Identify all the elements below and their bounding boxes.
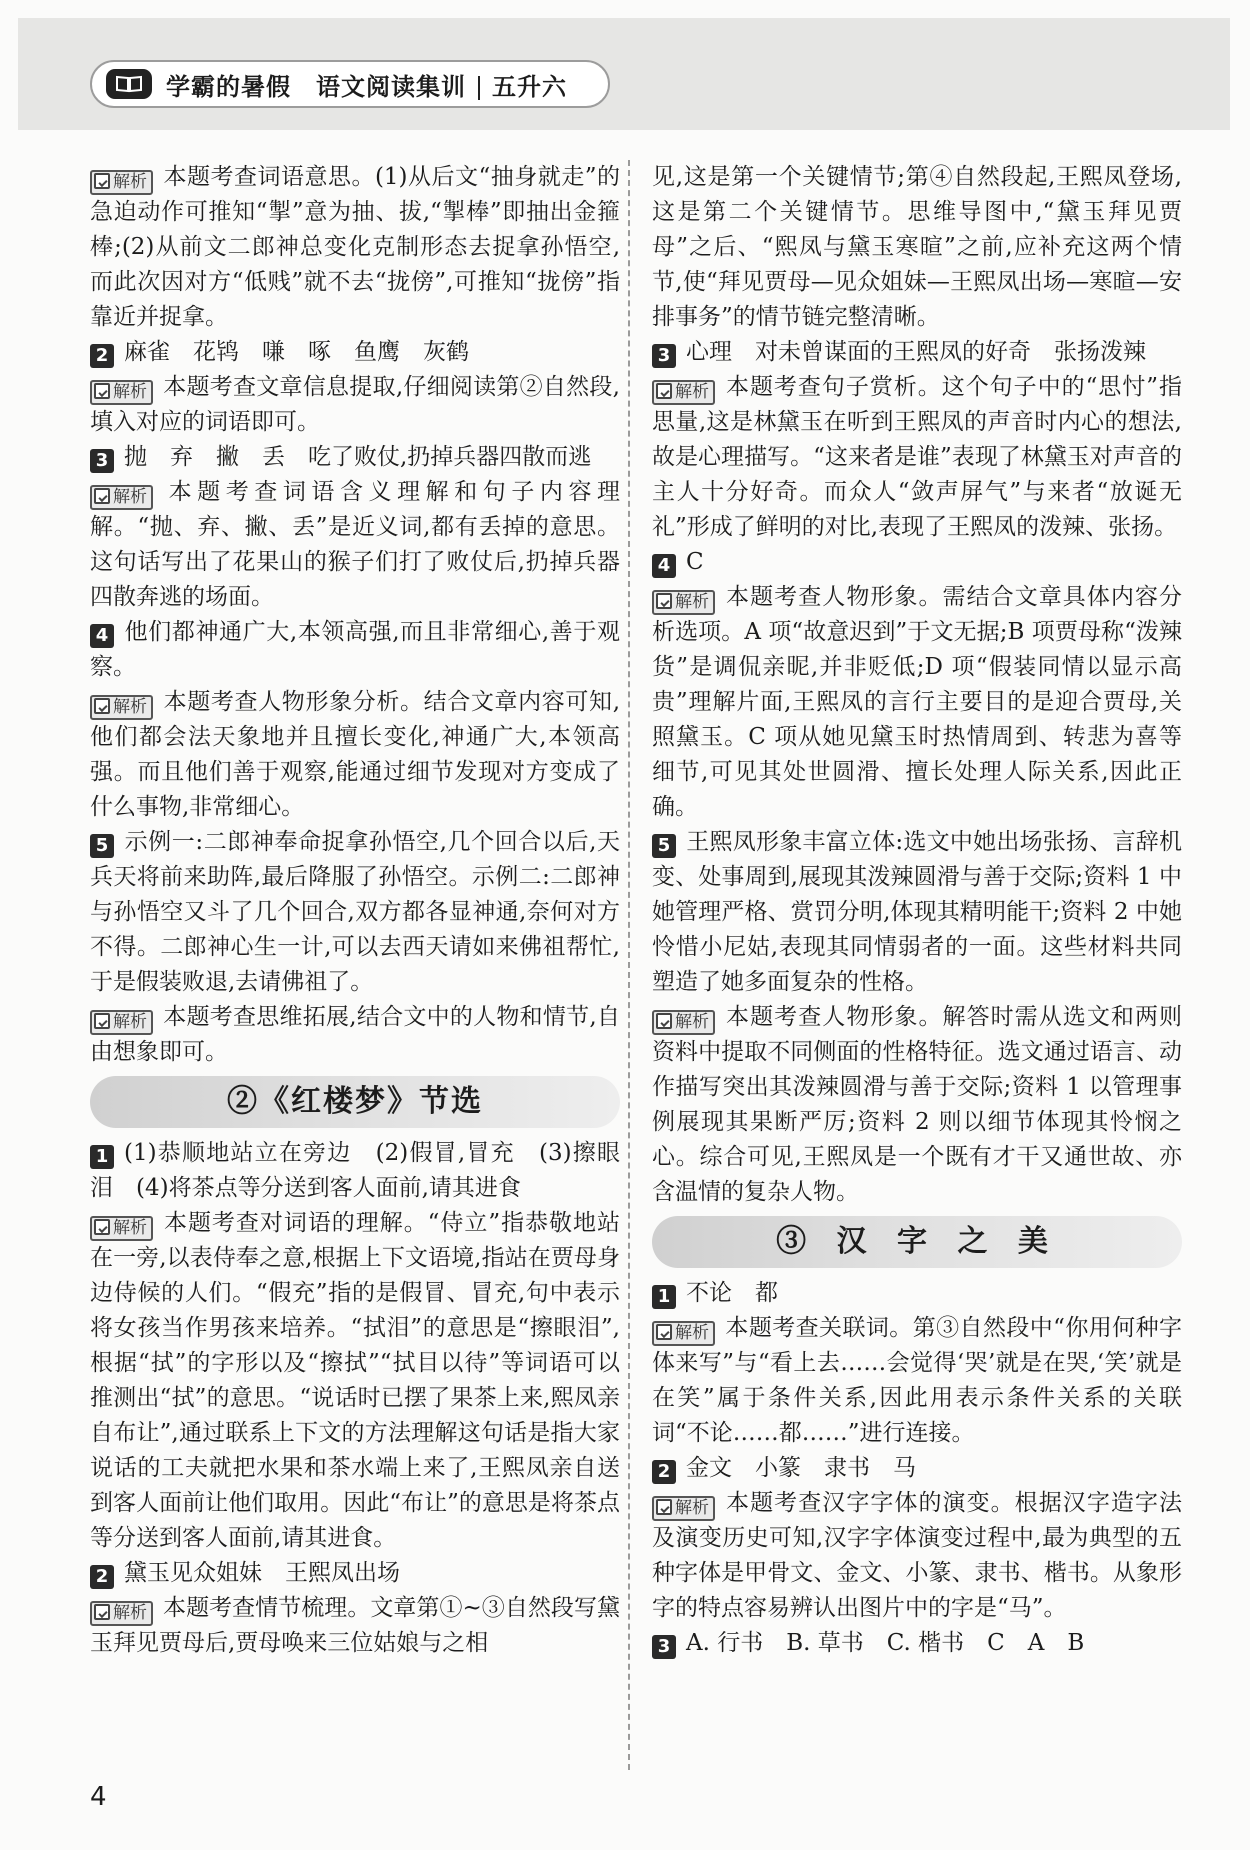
item-text: 见,这是第一个关键情节;第④自然段起,王熙凤登场,这是第二个关键情节。思维导图中,“黛玉拜见贾母”之后、“熙凤与黛玉寒暄”之前,应补充这两个情节,使“拜见贾母—见众姐妹—王熙凤出场—寒暄—安排事务”的情节链完整清晰。 (652, 164, 1182, 330)
analysis-tag-label: 解析 (113, 487, 147, 507)
analysis-tag (90, 170, 153, 195)
analysis-item (90, 1000, 620, 1070)
question-number: 2 (90, 1565, 114, 1589)
section-title: ③ 汉 字 之 美 (652, 1216, 1182, 1268)
answer-item (652, 825, 1182, 1000)
question-number: 2 (652, 1460, 676, 1484)
analysis-tag-label: 解析 (113, 1603, 147, 1623)
answer-item (90, 335, 620, 370)
analysis-icon (656, 383, 672, 399)
left-column (90, 160, 620, 1661)
analysis-item (652, 580, 1182, 825)
analysis-tag-label: 解析 (675, 1323, 709, 1343)
analysis-tag (90, 1601, 153, 1626)
analysis-tag-label: 解析 (675, 1498, 709, 1518)
question-number: 1 (652, 1285, 676, 1309)
grade-label: 五升六 (492, 72, 567, 101)
analysis-tag (90, 1216, 153, 1241)
item-text: 本题考查思维拓展,结合文中的人物和情节,自由想象即可。 (90, 1004, 620, 1065)
item-text: 本题考查文章信息提取,仔细阅读第②自然段,填入对应的词语即可。 (90, 374, 620, 435)
header-bar (90, 60, 610, 108)
item-text: 本题考查词语含义理解和句子内容理解。“抛、弃、撇、丢”是近义词,都有丢掉的意思。这句话写出了花果山的猴子们打了败仗后,扔掉兵器四散奔逃的场面。 (90, 479, 620, 610)
item-text: A. 行书 B. 草书 C. 楷书 C A B (686, 1630, 1085, 1656)
answer-item (90, 615, 620, 685)
analysis-tag-label: 解析 (675, 382, 709, 402)
answer-item (90, 440, 620, 475)
answer-item (90, 1556, 620, 1591)
analysis-tag-label: 解析 (113, 382, 147, 402)
analysis-icon (656, 1324, 672, 1340)
item-text: 他们都神通广大,本领高强,而且非常细心,善于观察。 (90, 619, 620, 680)
item-text: 本题考查情节梳理。文章第①~③自然段写黛玉拜见贾母后,贾母唤来三位姑娘与之相 (90, 1595, 620, 1656)
analysis-tag-label: 解析 (113, 1012, 147, 1032)
question-number: 5 (90, 834, 114, 858)
analysis-tag-label: 解析 (113, 1218, 147, 1238)
answer-item (652, 335, 1182, 370)
header-title (166, 67, 567, 102)
analysis-item (652, 1486, 1182, 1626)
analysis-icon (94, 1604, 110, 1620)
item-text: 黛玉见众姐妹 王熙凤出场 (124, 1560, 400, 1586)
analysis-icon (94, 488, 110, 504)
question-number: 5 (652, 834, 676, 858)
item-text: 本题考查词语意思。(1)从后文“抽身就走”的急迫动作可推知“掣”意为抽、拔,“掣棒”即抽出金箍棒;(2)从前文二郎神总变化克制形态去捉拿孙悟空,而此次因对方“低贱”就不去“拢傍”,可推知“拢傍”指靠近并捉拿。 (90, 164, 620, 330)
analysis-item (90, 370, 620, 440)
item-text: 抛 弃 撇 丢 吃了败仗,扔掉兵器四散而逃 (124, 444, 592, 470)
right-column (652, 160, 1182, 1661)
item-text: 王熙凤形象丰富立体:选文中她出场张扬、言辞机变、处事周到,展现其泼辣圆滑与善于交际;资料 1 中她管理严格、赏罚分明,体现其精明能干;资料 2 中她怜惜小尼姑,表现其同情弱者的一面。这些材料共同塑造了她多面复杂的性格。 (652, 829, 1182, 995)
analysis-tag (90, 380, 153, 405)
column-divider (628, 160, 630, 1770)
answer-item (90, 1136, 620, 1206)
analysis-icon (656, 593, 672, 609)
analysis-item (652, 370, 1182, 545)
analysis-icon (94, 1219, 110, 1235)
analysis-icon (656, 1499, 672, 1515)
question-number: 3 (90, 449, 114, 473)
question-number: 4 (652, 554, 676, 578)
text-item (652, 160, 1182, 335)
analysis-icon (94, 173, 110, 189)
section-title: ②《红楼梦》节选 (90, 1076, 620, 1128)
answer-item (652, 545, 1182, 580)
analysis-tag (90, 695, 153, 720)
analysis-icon (656, 1013, 672, 1029)
item-text: 本题考查句子赏析。这个句子中的“思忖”指思量,这是林黛玉在听到王熙凤的声音时内心的想法,故是心理描写。“这来者是谁”表现了林黛玉对声音的主人十分好奇。而众人“敛声屏气”与来者“放诞无礼”形成了鲜明的对比,表现了王熙凤的泼辣、张扬。 (652, 374, 1182, 540)
analysis-icon (94, 1013, 110, 1029)
item-text: 金文 小篆 隶书 马 (686, 1455, 916, 1481)
answer-item (652, 1451, 1182, 1486)
item-text: 本题考查人物形象。需结合文章具体内容分析选项。A 项“故意迟到”于文无据;B 项贾母称“泼辣货”是调侃亲昵,并非贬低;D 项“假装同情以显示高贵”理解片面,王熙凤的言行主要目的是迎合贾母,关照黛玉。C 项从她见黛玉时热情周到、转悲为喜等细节,可见其处世圆滑、擅长处理人际关系,因此正确。 (652, 584, 1182, 820)
analysis-tag (652, 380, 715, 405)
question-number: 3 (652, 1635, 676, 1659)
analysis-item (652, 1311, 1182, 1451)
item-text: 本题考查对词语的理解。“侍立”指恭敬地站在一旁,以表侍奉之意,根据上下文语境,指站在贾母身边侍候的人们。“假充”指的是假冒、冒充,句中表示将女孩当作男孩来培养。“拭泪”的意思是“擦眼泪”,根据“拭”的字形以及“擦拭”“拭目以待”等词语可以推测出“拭”的意思。“说话时已摆了果茶上来,熙凤亲自布让”,通过联系上下文的方法理解这句话是指大家说话的工夫就把水果和茶水端上来了,王熙凤亲自送到客人面前让他们取用。因此“布让”的意思是将茶点等分送到客人面前,请其进食。 (90, 1210, 620, 1551)
item-text: (1)恭顺地站立在旁边 (2)假冒,冒充 (3)擦眼泪 (4)将茶点等分送到客人面前,请其进食 (90, 1140, 620, 1201)
analysis-tag (90, 1010, 153, 1035)
question-number: 2 (90, 344, 114, 368)
analysis-tag-label: 解析 (113, 697, 147, 717)
item-text: 本题考查关联词。第③自然段中“你用何种字体来写”与“看上去……会觉得‘哭’就是在哭,‘笑’就是在笑”属于条件关系,因此用表示条件关系的关联词“不论……都……”进行连接。 (652, 1315, 1182, 1446)
analysis-item (90, 475, 620, 615)
analysis-tag (652, 590, 715, 615)
analysis-tag-label: 解析 (675, 1012, 709, 1032)
book-icon (106, 69, 152, 99)
item-text: 麻雀 花鸨 嗛 啄 鱼鹰 灰鹤 (124, 339, 469, 365)
question-number: 3 (652, 344, 676, 368)
analysis-tag (652, 1010, 715, 1035)
item-text: C (686, 549, 704, 575)
question-number: 1 (90, 1145, 114, 1169)
analysis-icon (94, 383, 110, 399)
analysis-tag (652, 1321, 715, 1346)
item-text: 不论 都 (686, 1280, 778, 1306)
answer-item (652, 1626, 1182, 1661)
analysis-tag (90, 485, 153, 510)
item-text: 示例一:二郎神奉命捉拿孙悟空,几个回合以后,天兵天将前来助阵,最后降服了孙悟空。示例二:二郎神与孙悟空又斗了几个回合,双方都各显神通,奈何对方不得。二郎神心生一计,可以去西天请如来佛祖帮忙,于是假装败退,去请佛祖了。 (90, 829, 620, 995)
header-separator (478, 76, 480, 100)
analysis-icon (94, 698, 110, 714)
question-number: 4 (90, 624, 114, 648)
analysis-item (90, 160, 620, 335)
item-text: 心理 对未曾谋面的王熙凤的好奇 张扬泼辣 (686, 339, 1146, 365)
analysis-item (652, 1000, 1182, 1210)
analysis-tag-label: 解析 (675, 592, 709, 612)
analysis-item (90, 1206, 620, 1556)
page-number: 4 (90, 1782, 107, 1812)
answer-item (652, 1276, 1182, 1311)
analysis-tag-label: 解析 (113, 172, 147, 192)
analysis-item (90, 1591, 620, 1661)
subject-title: 语文阅读集训 (316, 72, 466, 101)
answer-item (90, 825, 620, 1000)
item-text: 本题考查人物形象。解答时需从选文和两则资料中提取不同侧面的性格特征。选文通过语言、动作描写突出其泼辣圆滑与善于交际;资料 1 以管理事例展现其果断严厉;资料 2 则以细节体现其怜悯之心。综合可见,王熙凤是一个既有才干又通世故、亦含温情的复杂人物。 (652, 1004, 1182, 1205)
series-title: 学霸的暑假 (166, 72, 291, 101)
item-text: 本题考查汉字字体的演变。根据汉字造字法及演变历史可知,汉字字体演变过程中,最为典型的五种字体是甲骨文、金文、小篆、隶书、楷书。从象形字的特点容易辨认出图片中的字是“马”。 (652, 1490, 1182, 1621)
item-text: 本题考查人物形象分析。结合文章内容可知,他们都会法天象地并且擅长变化,神通广大,本领高强。而且他们善于观察,能通过细节发现对方变成了什么事物,非常细心。 (90, 689, 620, 820)
analysis-tag (652, 1496, 715, 1521)
analysis-item (90, 685, 620, 825)
